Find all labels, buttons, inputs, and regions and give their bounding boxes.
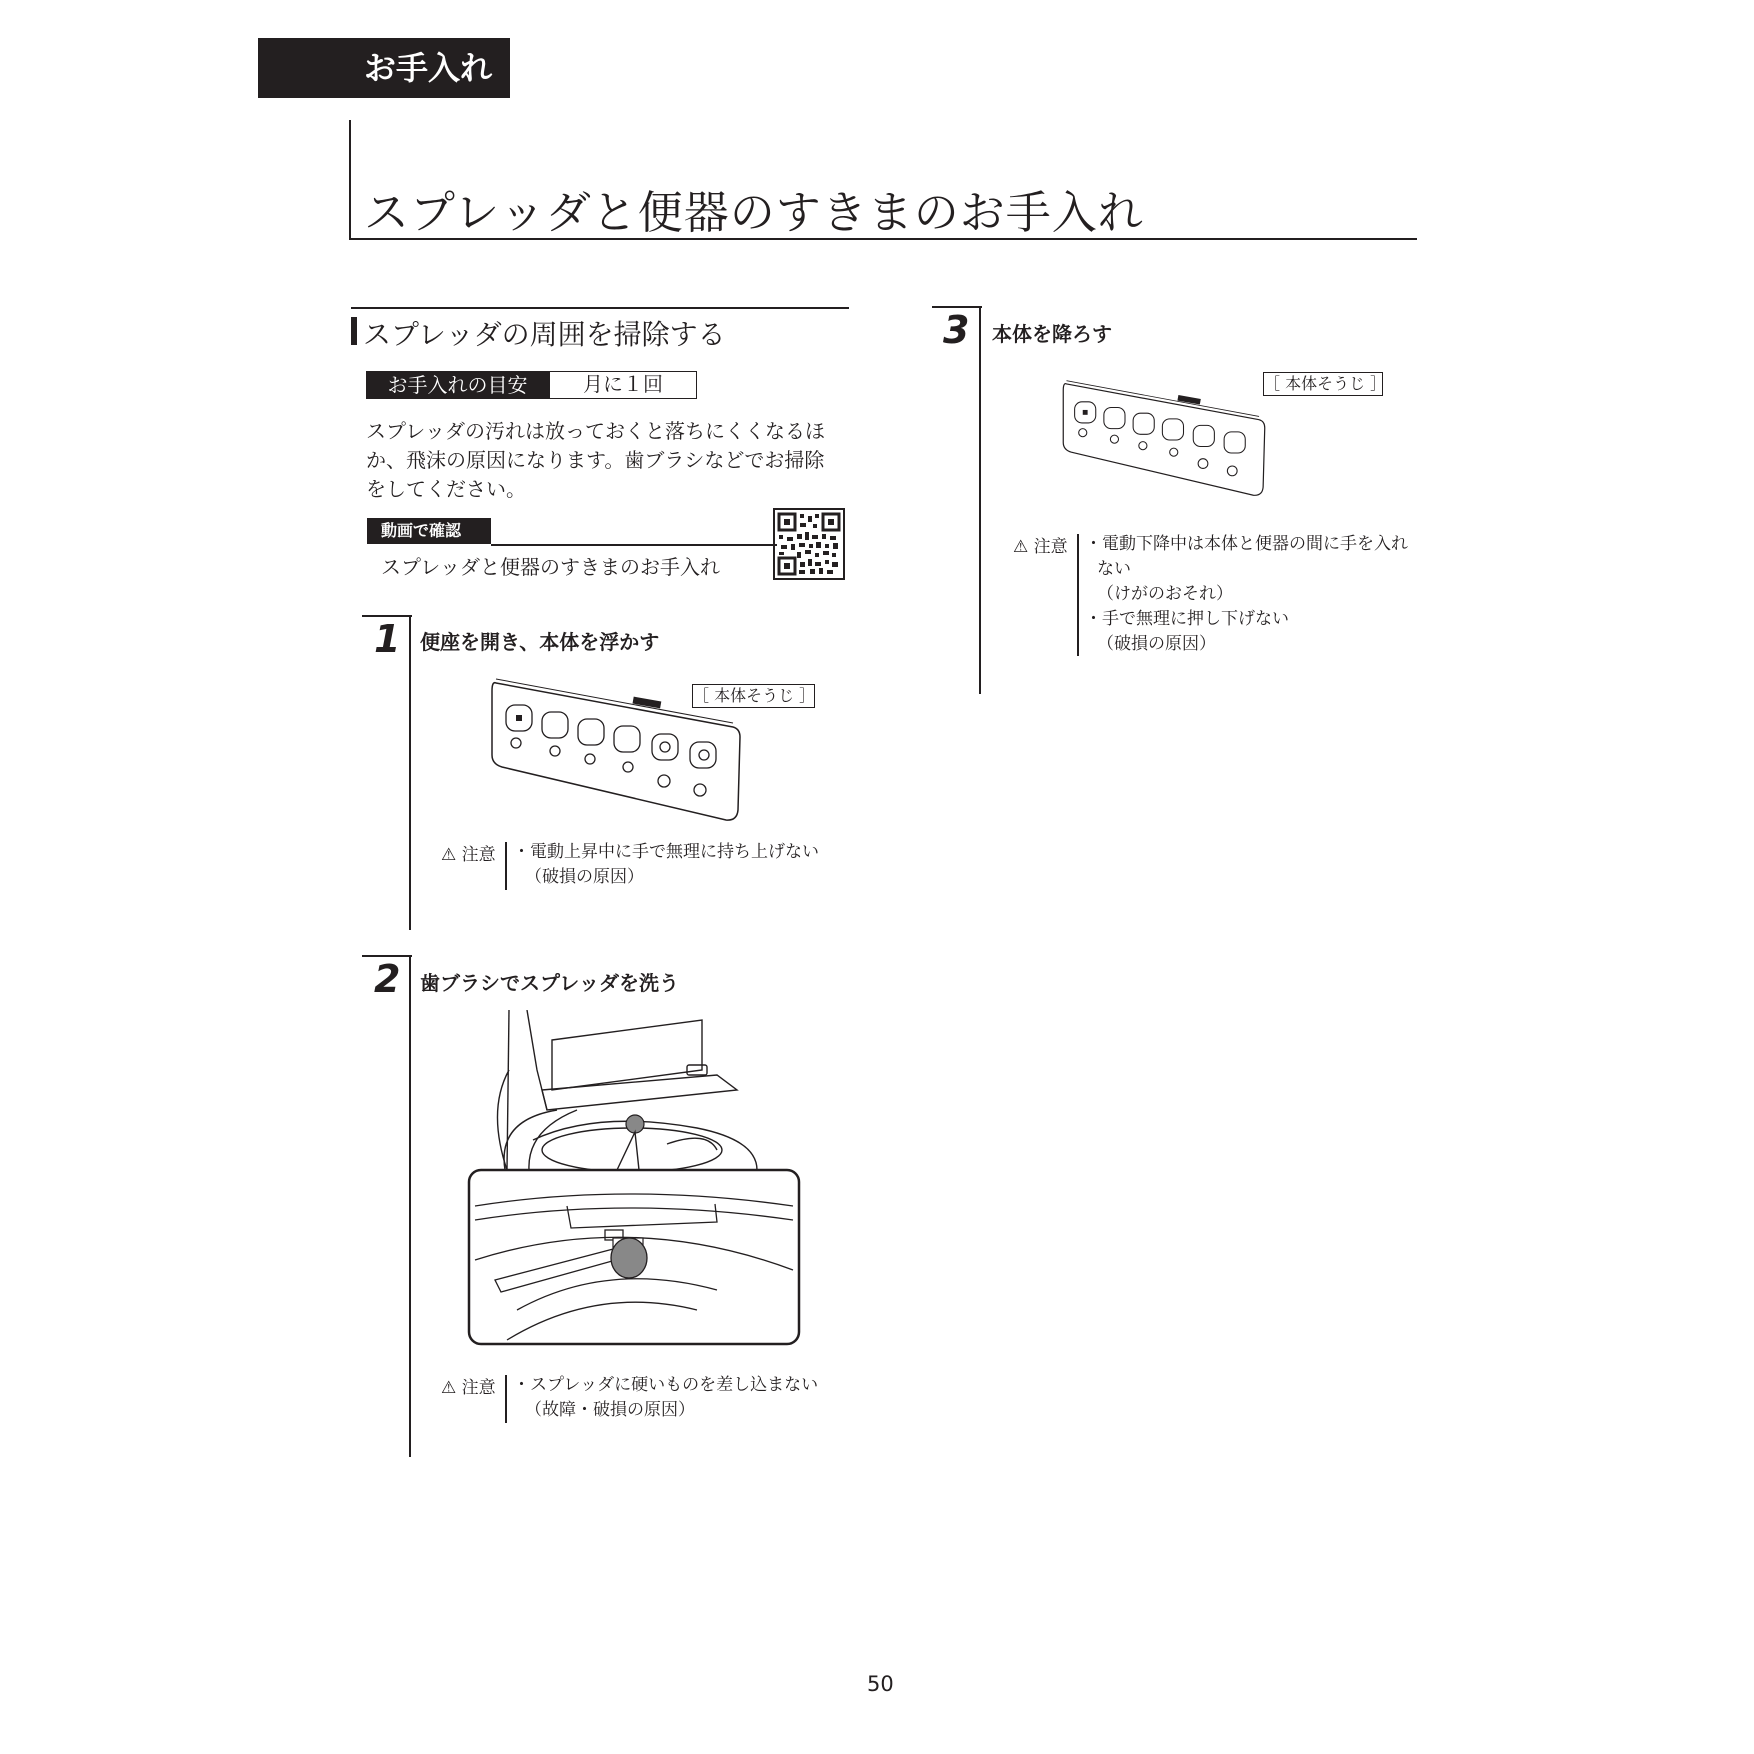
step-number: 2 bbox=[374, 957, 401, 1001]
caution-line: ・電動下降中は本体と便器の間に手を入れ bbox=[1085, 534, 1408, 554]
caution-note bbox=[441, 1373, 841, 1433]
caution-note bbox=[1013, 532, 1413, 662]
page-title: スプレッダと便器のすきまのお手入れ bbox=[364, 186, 1144, 239]
sub-heading-text: スプレッダの周囲を掃除する bbox=[363, 318, 726, 351]
caution-label: ⚠ 注意 bbox=[441, 1378, 496, 1398]
title-rule-vertical bbox=[349, 120, 351, 240]
warning-icon: ⚠ bbox=[441, 1378, 457, 1398]
caution-line: （破損の原因） bbox=[525, 867, 644, 887]
caution-line: ・手で無理に押し下げない bbox=[1085, 609, 1289, 629]
step-title: 本体を降ろす bbox=[992, 322, 1112, 346]
description-line: か、飛沫の原因になります。歯ブラシなどでお掃除 bbox=[366, 448, 825, 472]
caution-separator bbox=[505, 842, 507, 890]
video-rule bbox=[491, 544, 777, 546]
caution-line: （破損の原因） bbox=[1097, 634, 1216, 654]
step-rule bbox=[409, 615, 411, 930]
sub-heading bbox=[351, 307, 849, 351]
description-line: スプレッダの汚れは放っておくと落ちにくくなるほ bbox=[366, 419, 825, 443]
warning-icon: ⚠ bbox=[441, 845, 457, 865]
caution-line: （故障・破損の原因） bbox=[525, 1400, 695, 1420]
step-number: 1 bbox=[374, 617, 401, 661]
step-title: 便座を開き、本体を浮かす bbox=[420, 630, 660, 654]
caution-separator bbox=[505, 1375, 507, 1423]
step-rule bbox=[979, 306, 981, 694]
care-frequency bbox=[366, 371, 697, 399]
caution-note bbox=[441, 840, 841, 900]
video-badge: 動画で確認 bbox=[367, 518, 491, 544]
section-tab: お手入れ bbox=[258, 38, 510, 98]
care-frequency-label: お手入れの目安 bbox=[366, 371, 549, 399]
page-number: 50 bbox=[867, 1672, 894, 1696]
warning-icon: ⚠ bbox=[1013, 537, 1029, 557]
panel-callout-label: ［ 本体そうじ ］ bbox=[692, 684, 815, 708]
care-frequency-value: 月に１回 bbox=[549, 371, 697, 399]
caution-line: ・電動上昇中に手で無理に持ち上げない bbox=[513, 842, 819, 862]
caution-label: ⚠ 注意 bbox=[1013, 537, 1068, 557]
step-title: 歯ブラシでスプレッダを洗う bbox=[420, 971, 679, 995]
description-line: をしてください。 bbox=[366, 477, 526, 501]
step-number: 3 bbox=[943, 308, 970, 352]
caution-separator bbox=[1077, 534, 1079, 656]
sub-heading-bar bbox=[351, 317, 357, 345]
panel-callout-label: ［ 本体そうじ ］ bbox=[1263, 372, 1383, 396]
description bbox=[366, 417, 856, 504]
qr-code-icon[interactable] bbox=[773, 508, 845, 580]
step-rule bbox=[409, 955, 411, 1457]
video-title[interactable]: スプレッダと便器のすきまのお手入れ bbox=[381, 555, 720, 579]
caution-label: ⚠ 注意 bbox=[441, 845, 496, 865]
toilet-brush-illustration bbox=[467, 1010, 801, 1346]
caution-line: ・スプレッダに硬いものを差し込まない bbox=[513, 1375, 819, 1395]
caution-line: （けがのおそれ） bbox=[1097, 584, 1233, 604]
caution-line: ない bbox=[1097, 559, 1131, 579]
